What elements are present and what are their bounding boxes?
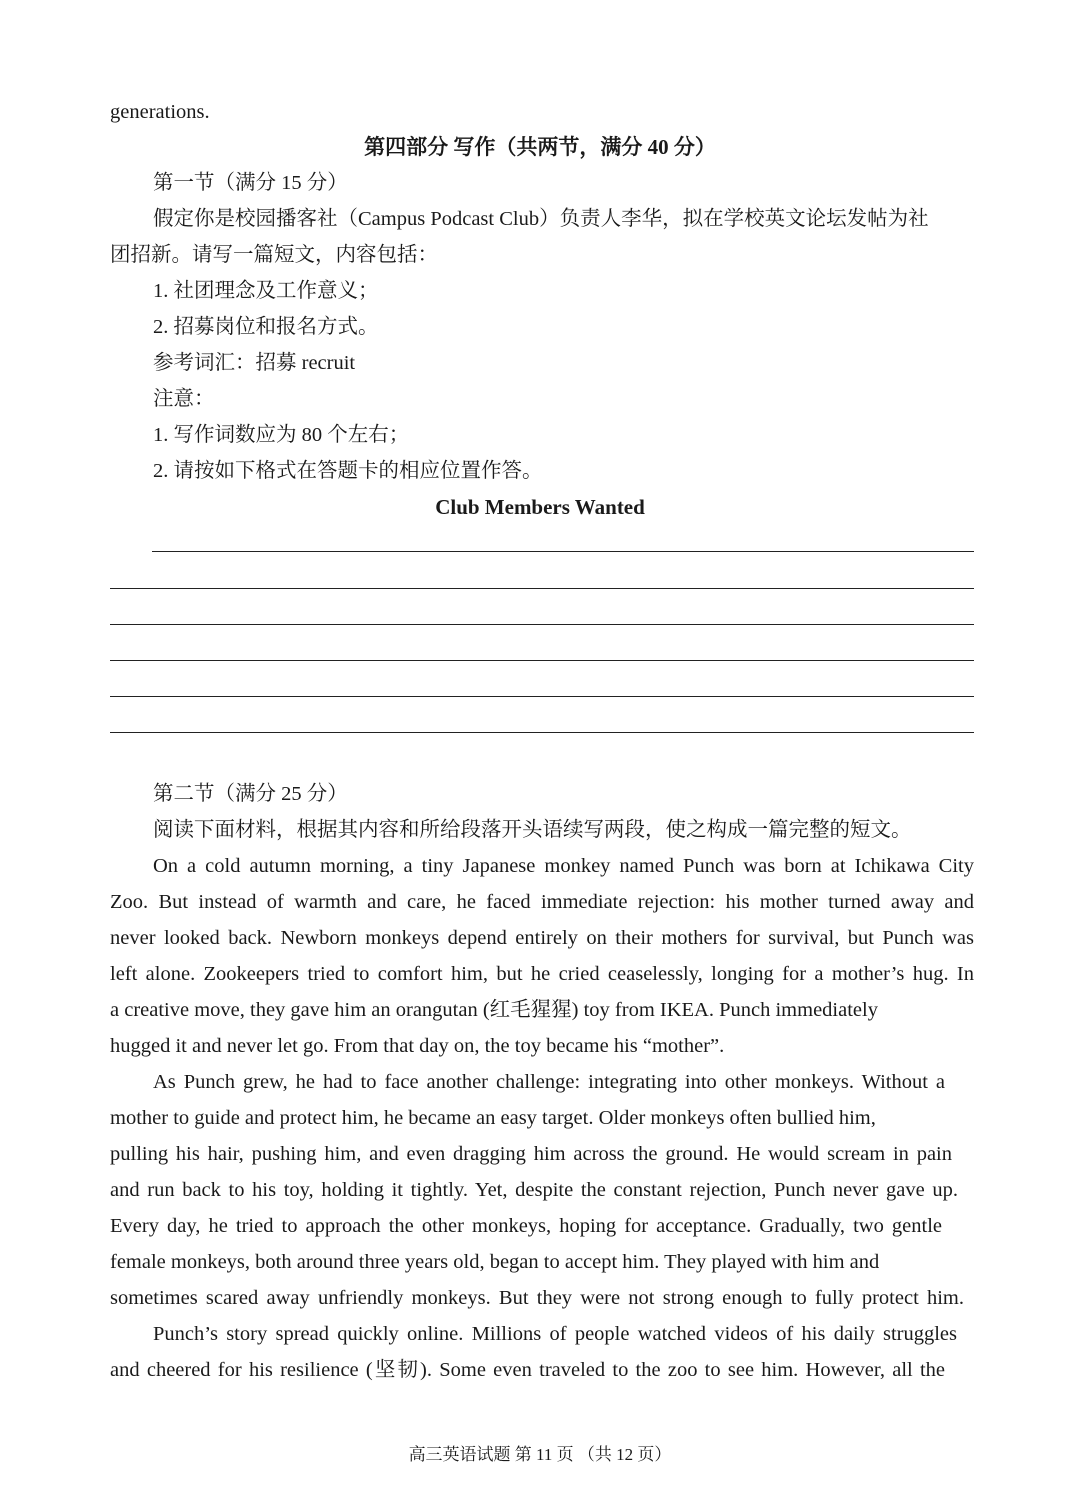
story-line: and cheered for his resilience (坚韧). Some even traveled to the zoo to see him. However, all the xyxy=(110,1359,945,1381)
story-line: and run back to his toy, holding it tightly. Yet, despite the constant rejection, Punch never gave up. xyxy=(110,1179,958,1201)
story-line: pulling his hair, pushing him, and even dragging him across the ground. He would scream in pain xyxy=(110,1143,952,1165)
answer-title: Club Members Wanted xyxy=(435,495,645,519)
answer-line xyxy=(110,696,974,697)
part1-item-1: 1. 社团理念及工作意义； xyxy=(153,280,379,302)
story-line: As Punch grew, he had to face another challenge: integrating into other monkeys. Without a xyxy=(153,1071,945,1093)
answer-line xyxy=(110,660,974,661)
answer-line xyxy=(110,732,974,733)
story-line: On a cold autumn morning, a tiny Japanese monkey named Punch was born at Ichikawa City xyxy=(153,855,974,877)
answer-line xyxy=(110,588,974,589)
story-line: hugged it and never let go. From that day on, the toy became his “mother”. xyxy=(110,1035,725,1057)
part1-note-label: 注意： xyxy=(153,388,215,410)
story-line: Punch’s story spread quickly online. Millions of people watched videos of his daily struggles xyxy=(153,1323,957,1345)
story-line: a creative move, they gave him an orangutan (红毛猩猩) toy from IKEA. Punch immediately xyxy=(110,999,878,1021)
story-line: sometimes scared away unfriendly monkeys. But they were not strong enough to fully protect him. xyxy=(110,1287,964,1309)
page-footer: 高三英语试题 第 11 页 （共 12 页） xyxy=(408,1445,672,1464)
story-line: mother to guide and protect him, he became an easy target. Older monkeys often bullied him, xyxy=(110,1107,876,1129)
previous-text-fragment: generations. xyxy=(110,101,210,123)
answer-line xyxy=(110,624,974,625)
part1-item-2: 2. 招募岗位和报名方式。 xyxy=(153,316,379,338)
part1-note-2: 2. 请按如下格式在答题卡的相应位置作答。 xyxy=(153,460,543,482)
story-line: Zoo. But instead of warmth and care, he faced immediate rejection: his mother turned away and xyxy=(110,891,974,913)
part2-heading: 第二节（满分 25 分） xyxy=(153,783,348,805)
part1-heading: 第一节（满分 15 分） xyxy=(153,172,348,194)
story-line: female monkeys, both around three years old, began to accept him. They played with him and xyxy=(110,1251,880,1273)
part1-prompt-line-1: 假定你是校园播客社（Campus Podcast Club）负责人李华，拟在学校英文论坛发帖为社 xyxy=(153,208,929,230)
part2-instruction: 阅读下面材料，根据其内容和所给段落开头语续写两段，使之构成一篇完整的短文。 xyxy=(153,819,912,841)
part1-vocab: 参考词汇：招募 recruit xyxy=(153,352,356,374)
part1-note-1: 1. 写作词数应为 80 个左右； xyxy=(153,424,410,446)
section-title: 第四部分 写作（共两节，满分 40 分） xyxy=(364,135,716,159)
story-line: never looked back. Newborn monkeys depend entirely on their mothers for survival, but Punch was xyxy=(110,927,974,949)
story-line: left alone. Zookeepers tried to comfort him, but he cried ceaselessly, longing for a mother’s hug. In xyxy=(110,963,974,985)
part1-prompt-line-2: 团招新。请写一篇短文，内容包括： xyxy=(110,244,438,266)
answer-line xyxy=(152,551,974,552)
story-line: Every day, he tried to approach the other monkeys, hoping for acceptance. Gradually, two gentle xyxy=(110,1215,942,1237)
